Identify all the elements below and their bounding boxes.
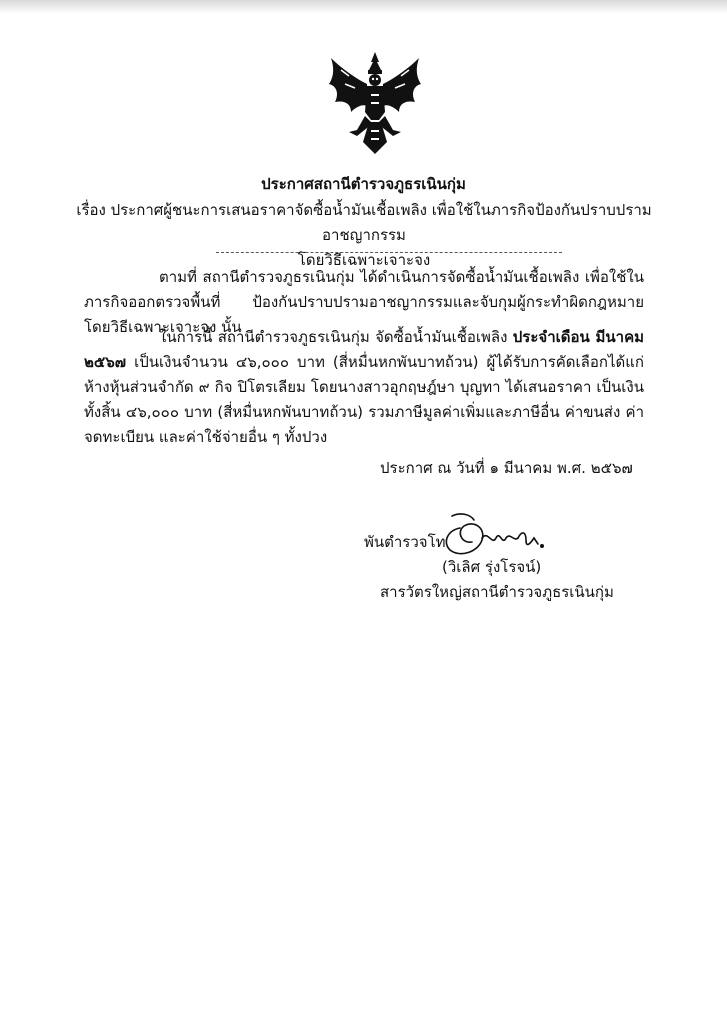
announcement-date: ประกาศ ณ วันที่ ๑ มีนาคม พ.ศ. ๒๕๖๗ xyxy=(380,459,633,477)
subject-line-1: เรื่อง ประกาศผู้ชนะการเสนอราคาจัดซื้อน้ำมันเชื้อเพลิง เพื่อใช้ในภารกิจป้องกันปราบปรามอาชญากรรม xyxy=(76,201,652,244)
paragraph-award-month: ประจำเดือน มีนาคม ๒๕๖๗ xyxy=(84,328,644,371)
garuda-emblem-icon xyxy=(327,50,423,156)
paragraph-award-rest: เป็นเงินจำนวน ๔๖,๐๐๐ บาท (สี่หมื่นหกพันบาทถ้วน) ผู้ได้รับการคัดเลือกได้แก่ ห้างหุ้นส่วนจำกัด ๙ กิจ ปิโตรเลียม โดยนางสาวอุกฤษฎ์ษา บุญทา ได้เสนอราคา เป็นเงินทั้งสิ้น ๔๖,๐๐๐ บาท (สี่หมื่นหกพันบาทถ้วน) รวมภาษีมูลค่าเพิ่มและภาษีอื่น ค่าขนส่ง ค่าจดทะเบียน และค่าใช้จ่ายอื่น ๆ ทั้งปวง xyxy=(84,353,644,446)
dashed-separator xyxy=(216,252,562,253)
paragraph-background: ตามที่ สถานีตำรวจภูธรเนินกุ่ม ได้ดำเนินการจัดซื้อน้ำมันเชื้อเพลิง เพื่อใช้ในภารกิจออกตรวจพื้นที่ ป้องกันปราบปรามอาชญากรรมและจับกุมผู้กระทำผิดกฎหมาย โดยวิธีเฉพาะเจาะจง นั้น xyxy=(84,268,644,336)
signer-name: (วิเลิศ รุ่งโรจน์) xyxy=(442,558,542,576)
subject-line-2: โดยวิธีเฉพาะเจาะจง xyxy=(297,251,431,269)
signer-position: สารวัตรใหญ่สถานีตำรวจภูธรเนินกุ่ม xyxy=(380,583,614,601)
signer-rank: พันตำรวจโท xyxy=(364,533,446,551)
announcement-title: ประกาศสถานีตำรวจภูธรเนินกุ่ม xyxy=(261,175,466,193)
top-shadow-bar xyxy=(0,0,727,14)
announcement-subject xyxy=(64,198,664,273)
handwritten-signature xyxy=(430,508,570,560)
paragraph-award xyxy=(84,325,644,450)
paragraph-award-lead: ในการนี้ สถานีตำรวจภูธรเนินกุ่ม จัดซื้อน้ำมันเชื้อเพลิง xyxy=(159,328,513,346)
